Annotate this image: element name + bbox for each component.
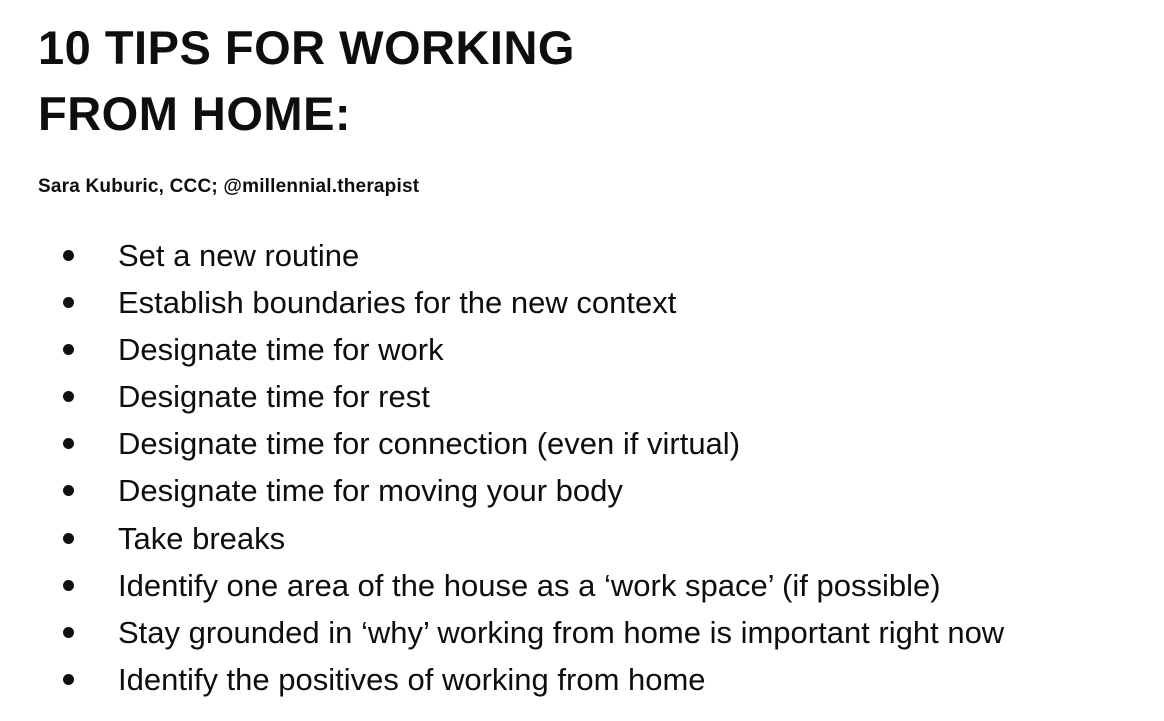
- tip-text: Take breaks: [118, 520, 286, 556]
- bullet-icon: [63, 533, 74, 544]
- bullet-icon: [63, 344, 74, 355]
- tip-text: Designate time for work: [118, 332, 444, 368]
- tip-text: Designate time for connection (even if virtual): [118, 426, 741, 462]
- page-title: [38, 22, 575, 140]
- tip-text: Designate time for moving your body: [118, 473, 623, 509]
- tip-text: Stay grounded in ‘why’ working from home is important right now: [118, 614, 1005, 650]
- bullet-icon: [63, 250, 74, 261]
- tip-text: Set a new routine: [118, 238, 360, 273]
- title-line-2: FROM HOME:: [38, 87, 352, 140]
- bullet-icon: [63, 297, 74, 308]
- bullet-icon: [63, 438, 74, 449]
- tip-text: Designate time for rest: [118, 379, 430, 415]
- bullet-icon: [63, 627, 74, 638]
- title-line-1: 10 TIPS FOR WORKING: [38, 21, 575, 74]
- author-credit: Sara Kuburic, CCC; @millennial.therapist: [38, 176, 420, 197]
- bullet-icon: [63, 485, 74, 496]
- tip-text: Identify the positives of working from home: [118, 661, 706, 697]
- tip-text: Establish boundaries for the new context: [118, 285, 677, 321]
- bullet-icon: [63, 391, 74, 402]
- tip-text: Identify one area of the house as a ‘work space’ (if possible): [118, 567, 941, 603]
- bullet-icon: [63, 580, 74, 591]
- bullet-icon: [63, 674, 74, 685]
